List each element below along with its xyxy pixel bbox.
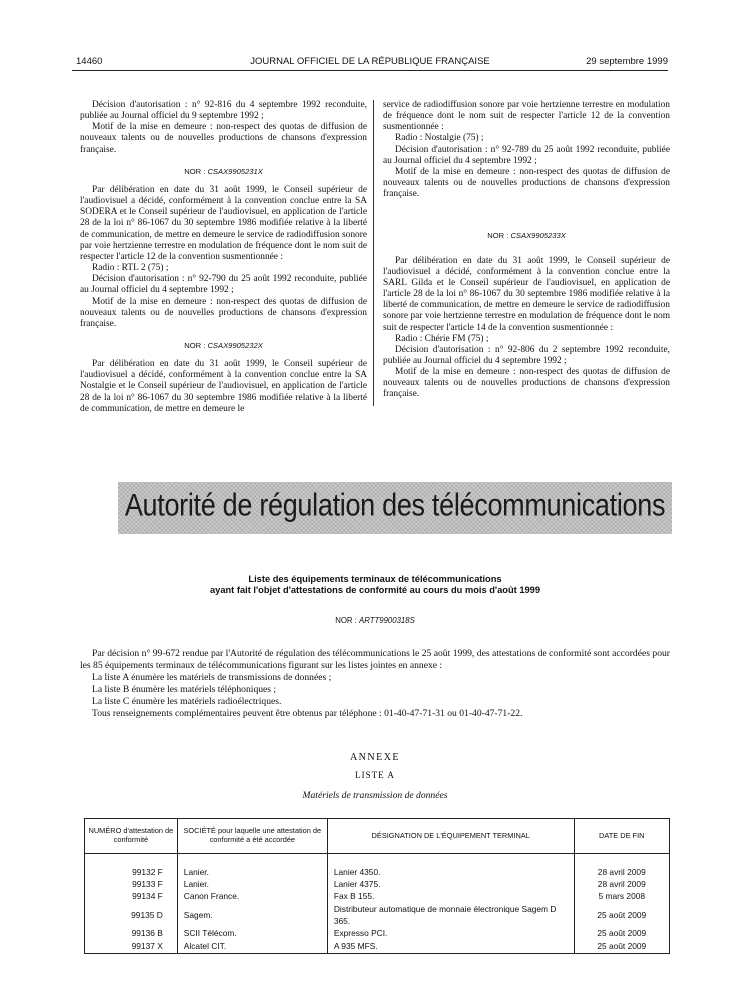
paragraph: Par délibération en date du 31 août 1999, le Conseil supérieur de l'audiovisuel a décidé, conformément à la convention conclue entre la SA SODERA et le Conseil supérieur de l'audiovisuel, en application de l'article 28 de la loi n° 86-1067 du 30 septembre 1986 modifiée relative à la liberté de communication, de mettre en demeure le service de radiodiffusion sonore par voie hertzienne terrestre en modulation de fréquence dont le nom suit de respecter l'article 12 de la convention susmentionnée : bbox=[80, 184, 367, 262]
nor-reference: NOR : CSAX9905233X bbox=[487, 231, 566, 241]
paragraph: Décision d'autorisation : n° 92-806 du 2 septembre 1992 reconduite, publiée au Journal officiel du 4 septembre 1992 ; bbox=[383, 344, 670, 366]
nor-reference: NOR : CSAX9905232X bbox=[184, 340, 263, 350]
cell-numero: 99136 B bbox=[85, 927, 178, 939]
journal-title: JOURNAL OFFICIEL DE LA RÉPUBLIQUE FRANÇAISE bbox=[250, 56, 490, 67]
cell-designation: Lanier 4350. bbox=[327, 866, 574, 878]
cell-designation: A 935 MFS. bbox=[327, 939, 574, 954]
paragraph: Décision d'autorisation : n° 92-789 du 25 août 1992 reconduite, publiée au Journal officiel du 4 septembre 1992 ; bbox=[383, 144, 670, 166]
table-spacer bbox=[85, 854, 670, 867]
paragraph: La liste A énumère les matériels de transmissions de données ; bbox=[92, 672, 332, 683]
page-number: 14460 bbox=[76, 56, 103, 67]
materiels-heading: Matériels de transmission de données bbox=[302, 790, 448, 801]
cell-numero: 99137 X bbox=[85, 939, 178, 954]
cell-designation: Fax B 155. bbox=[327, 890, 574, 902]
header-societe: SOCIÉTÉ pour laquelle une attestation de conformité a été accordée bbox=[177, 819, 327, 854]
list-title bbox=[80, 574, 670, 596]
equipment-table bbox=[84, 818, 670, 954]
paragraph: Radio : RTL 2 (75) ; bbox=[92, 263, 169, 274]
nor-reference: NOR : ARTT9900318S bbox=[335, 616, 415, 625]
cell-societe: SCII Télécom. bbox=[177, 927, 327, 939]
cell-designation: Lanier 4375. bbox=[327, 878, 574, 890]
paragraph: Tous renseignements complémentaires peuvent être obtenus par téléphone : 01-40-47-71-31 ou 01-40-47-71-22. bbox=[92, 708, 523, 719]
paragraph: Décision d'autorisation : n° 92-790 du 25 août 1992 reconduite, publiée au Journal officiel du 4 septembre 1992 ; bbox=[80, 274, 367, 296]
cell-designation: Distributeur automatique de monnaie électronique Sagem D 365. bbox=[327, 903, 574, 927]
two-column-section bbox=[80, 100, 670, 414]
table-row bbox=[85, 927, 670, 939]
paragraph: La liste C énumère les matériels radioélectriques. bbox=[92, 696, 282, 707]
header-numero: NUMÉRO d'attestation de conformité bbox=[85, 819, 178, 854]
cell-numero: 99135 D bbox=[85, 903, 178, 927]
paragraph: La liste B énumère les matériels téléphoniques ; bbox=[92, 684, 277, 695]
paragraph: Par décision n° 99-672 rendue par l'Autorité de régulation des télécommunications le 25 août 1999, des attestations de conformité sont accordées pour les 85 équipements terminaux de télécommunications figurant sur les listes jointes en annexe : bbox=[80, 648, 670, 671]
paragraph: Motif de la mise en demeure : non-respect des quotas de diffusion de nouveaux talents ou de nouvelles productions de chansons d'expression française. bbox=[80, 122, 367, 155]
intro-text bbox=[80, 648, 670, 720]
table-row bbox=[85, 866, 670, 878]
nor-reference: NOR : CSAX9905231X bbox=[184, 166, 263, 176]
cell-date: 25 août 2009 bbox=[574, 939, 669, 954]
left-column bbox=[80, 100, 367, 415]
table-header-row bbox=[85, 819, 670, 854]
cell-designation: Expresso PCI. bbox=[327, 927, 574, 939]
cell-societe: Lanier. bbox=[177, 878, 327, 890]
header-designation: DÉSIGNATION DE L'ÉQUIPEMENT TERMINAL bbox=[327, 819, 574, 854]
cell-societe: Sagem. bbox=[177, 903, 327, 927]
paragraph: Par délibération en date du 31 août 1999, le Conseil supérieur de l'audiovisuel a décidé, conformément à la convention conclue entre la SA Nostalgie et le Conseil supérieur de l'audiovisuel, en application de l'article 28 de la loi n° 86-1067 du 30 septembre 1986 modifiée relative à la liberté de communication, de mettre en demeure le bbox=[80, 359, 367, 414]
paragraph: Motif de la mise en demeure : non-respect des quotas de diffusion de nouveaux talents ou de nouvelles productions de chansons d'expression française. bbox=[80, 296, 367, 329]
cell-date: 28 avril 2009 bbox=[574, 878, 669, 890]
cell-numero: 99134 F bbox=[85, 890, 178, 902]
liste-a-heading: LISTE A bbox=[355, 770, 395, 780]
paragraph: service de radiodiffusion sonore par voie hertzienne terrestre en modulation de fréquence dont le nom suit de respecter l'article 12 de la convention susmentionnée : bbox=[383, 100, 670, 133]
paragraph: Motif de la mise en demeure : non-respect des quotas de diffusion de nouveaux talents ou de nouvelles productions de chansons d'expression française. bbox=[383, 166, 670, 200]
section-banner-title: Autorité de régulation des télécommunications bbox=[124, 487, 666, 523]
cell-societe: Canon France. bbox=[177, 890, 327, 902]
table-row bbox=[85, 939, 670, 954]
table-row bbox=[85, 878, 670, 890]
cell-date: 5 mars 2008 bbox=[574, 890, 669, 902]
paragraph: Motif de la mise en demeure : non-respect des quotas de diffusion de nouveaux talents ou de nouvelles productions de chansons d'expression française. bbox=[383, 367, 670, 400]
page-header bbox=[72, 56, 668, 71]
cell-societe: Lanier. bbox=[177, 866, 327, 878]
cell-date: 28 avril 2009 bbox=[574, 866, 669, 878]
table-row bbox=[85, 903, 670, 927]
cell-date: 25 août 2009 bbox=[574, 927, 669, 939]
cell-date: 25 août 2009 bbox=[574, 903, 669, 927]
cell-numero: 99132 F bbox=[85, 866, 178, 878]
column-divider bbox=[373, 100, 374, 406]
right-column bbox=[383, 100, 670, 401]
paragraph: Par délibération en date du 31 août 1999, le Conseil supérieur de l'audiovisuel a décidé, conformément à la convention conclue entre la SARL Gilda et le Conseil supérieur de l'audiovisuel, en application de l'article 28 de la loi n° 86-1067 du 30 septembre 1986 modifiée relative à la liberté de communication, de mettre en demeure le service de radiodiffusion sonore par voie hertzienne terrestre en modulation de fréquence dont le nom suit de respecter l'article 14 de la convention susmentionnée : bbox=[383, 255, 670, 333]
issue-date: 29 septembre 1999 bbox=[586, 56, 668, 67]
cell-societe: Alcatel CIT. bbox=[177, 939, 327, 954]
table-row bbox=[85, 890, 670, 902]
list-title-line1: Liste des équipements terminaux de télécommunications bbox=[248, 574, 502, 584]
header-date: DATE DE FIN bbox=[574, 819, 669, 854]
paragraph: Radio : Nostalgie (75) ; bbox=[395, 133, 484, 144]
list-title-line2: ayant fait l'objet d'attestations de conformité au cours du mois d'août 1999 bbox=[209, 585, 541, 595]
annexe-heading: ANNEXE bbox=[349, 752, 401, 763]
cell-numero: 99133 F bbox=[85, 878, 178, 890]
paragraph: Radio : Chérie FM (75) ; bbox=[395, 333, 489, 344]
paragraph: Décision d'autorisation : n° 92-816 du 4 septembre 1992 reconduite, publiée au Journal officiel du 9 septembre 1992 ; bbox=[80, 100, 367, 122]
